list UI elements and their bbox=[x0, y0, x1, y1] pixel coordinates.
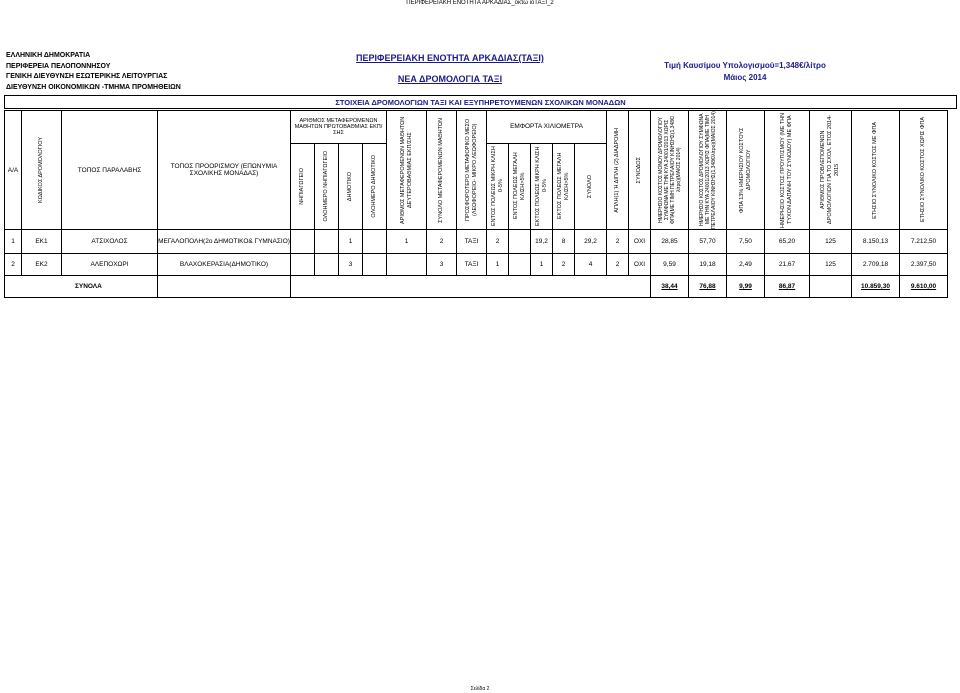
total-cost-vat: 86,87 bbox=[765, 276, 810, 298]
header-kindergarten: ΝΗΠΙΑΓΩΓΕΙΟ bbox=[291, 143, 315, 229]
header-daily-cost-vat: ΗΜΕΡΗΣΙΟ ΚΟΣΤΟΣ ΠΡΟΥΠ/ΣΜΟΥ (ΜΕ ΤΗΝ ΤΥΧΟΝ ΔΑΠΑΝΗ ΤΟΥ ΣΥΝΟΔΟΥ) ΜΕ ΦΠΑ bbox=[765, 111, 810, 230]
header-annual-novat: ΕΤΗΣΙΟ ΣΥΝΟΛΙΚΟ ΚΟΣΤΟΣ ΧΩΡΙΣ ΦΠΑ bbox=[900, 111, 948, 230]
fuel-price-date: Μάιος 2014 bbox=[723, 73, 767, 82]
header-daily-cost-route: ΗΜΕΡΗΣΙΟ ΚΟΣΤΟΣ ΔΡΟΜΟΛΟΓΙΟΥ ΣΥΜΦΩΝΑ ΜΕ ΤΗΝ ΚΥΑ 24001/2013 ΧΩΡΙΣ ΦΠΑ(ΜΕ ΤΙΜΗ ΠΕΤΡΕΛΑΙΟΥ ΚΙΝΗΣΗΣ(1,348€/λίτρο)(ΜΑΙΟΣ 2014) bbox=[689, 111, 727, 230]
header-aa: Α/Α bbox=[5, 111, 22, 230]
cell-single-double: 2 bbox=[607, 254, 629, 276]
header-route-code: ΚΩΔΙΚΟΣ ΔΡΟΜΟΛΟΓΙΟΥ bbox=[22, 111, 62, 230]
header-vat: ΦΠΑ 13% ΗΜΕΡΗΣΙΟΥ ΚΟΣΤΟΥΣ ΔΡΟΜΟΛΟΓΙΟΥ bbox=[727, 111, 765, 230]
total-annual-novat: 9.610,00 bbox=[900, 276, 948, 298]
cell-total: 3 bbox=[427, 254, 457, 276]
document-caption: ΠΕΡΙΦΕΡΕΙΑΚΗ ΕΝΟΤΗΤΑ ΑΡΚΑΔΙΑΣ_οκτω ιοΤΑΞΙ_2 bbox=[406, 0, 554, 6]
header-vehicle: ΠΡΟΣΦΟΡΟΤΕΡΟ ΜΕΤΑΦΟΡΙΚΟ ΜΕΣΟ (ΛΕΩΦΟΡΕΙΟ- ΜΙΚΡΟ ΛΕΩΦΟΡΕΙΟ) bbox=[457, 111, 487, 230]
header-primary-group: ΑΡΙΘΜΟΣ ΜΕΤΑΦΕΡΟΜΕΝΩΝ ΜΑΘΗΤΩΝ ΠΡΩΤΟΒΑΘΜΙΑΣ ΕΚΠ/ΣΗΣ bbox=[291, 111, 387, 144]
table-title: ΣΤΟΙΧΕΙΑ ΔΡΟΜΟΛΟΓΙΩΝ ΤΑΞΙ ΚΑΙ ΕΞΥΠΗΡΕΤΟΥΜΕΝΩΝ ΣΧΟΛΙΚΩΝ ΜΟΝΑΔΩΝ bbox=[4, 95, 957, 109]
header-km1: ΕΝΤΟΣ ΠΟΛΕΩΣ ΜΙΚΡΗ ΚΛΙΣΗ 0-5% bbox=[487, 143, 509, 229]
cell-secondary: 1 bbox=[387, 230, 427, 254]
header-primary: ΔΗΜΟΤΙΚΟ bbox=[339, 143, 363, 229]
issuer-line: ΕΛΛΗΝΙΚΗ ΔΗΜΟΚΡΑΤΙΑ bbox=[6, 52, 91, 59]
cell-pickup: ΑΤΣΙΧΟΛΟΣ bbox=[62, 230, 158, 254]
total-cost-single: 38,44 bbox=[651, 276, 689, 298]
header-total-students: ΣΥΝΟΛΟ ΜΕΤΑΦΕΡΟΜΕΝΩΝ ΜΑΘΗΤΩΝ bbox=[427, 111, 457, 230]
cell-cost-vat: 21,67 bbox=[765, 254, 810, 276]
cell-days: 125 bbox=[810, 254, 852, 276]
table-row bbox=[5, 230, 948, 254]
header-km-group: ΕΜΦΟΡΤΑ ΧΙΛΙΟΜΕΤΡΑ bbox=[487, 111, 607, 144]
cell-escort: ΟΧΙ bbox=[629, 230, 651, 254]
cell-vat: 7,50 bbox=[727, 230, 765, 254]
cell-cost-route: 57,70 bbox=[689, 230, 727, 254]
total-cost-route: 76,88 bbox=[689, 276, 727, 298]
cell-annual-novat: 7.212,50 bbox=[900, 230, 948, 254]
fuel-price: Τιμή Καυσίμου Υπολογισμού=1,348€/λίτρο bbox=[664, 61, 826, 70]
totals-row bbox=[5, 276, 948, 298]
header-km2: ΕΝΤΟΣ ΠΟΛΕΩΣ ΜΕΓΑΛΗ ΚΛΙΣΗ>5% bbox=[509, 143, 531, 229]
cell-kindergarten bbox=[291, 230, 315, 254]
cell-aa: 1 bbox=[5, 230, 22, 254]
header-pickup: ΤΟΠΟΣ ΠΑΡΑΛΑΒΗΣ bbox=[62, 111, 158, 230]
cell-code: ΕΚ2 bbox=[22, 254, 62, 276]
cell-primary: 3 bbox=[339, 254, 363, 276]
cell-km-total: 4 bbox=[575, 254, 607, 276]
routes-table bbox=[4, 110, 948, 298]
heading-subject: ΝΕΑ ΔΡΟΜΟΛΟΓΙΑ ΤΑΞΙ bbox=[397, 74, 503, 84]
cell-allday-kindergarten bbox=[315, 254, 339, 276]
page-number: Σελίδα 2 bbox=[470, 686, 490, 692]
heading-unit: ΠΕΡΙΦΕΡΕΙΑΚΗ ΕΝΟΤΗΤΑ ΑΡΚΑΔΙΑΣ(ΤΑΞΙ) bbox=[356, 53, 544, 63]
issuer-line: ΠΕΡΙΦΕΡΕΙΑ ΠΕΛΟΠΟΝΝΗΣΟΥ bbox=[6, 62, 111, 70]
totals-empty bbox=[158, 276, 291, 298]
cell-allday-primary bbox=[363, 230, 387, 254]
cell-escort: ΟΧΙ bbox=[629, 254, 651, 276]
totals-empty bbox=[810, 276, 852, 298]
cell-code: ΕΚ1 bbox=[22, 230, 62, 254]
cell-single-double: 2 bbox=[607, 230, 629, 254]
total-annual-vat: 10.859,30 bbox=[852, 276, 900, 298]
cell-days: 125 bbox=[810, 230, 852, 254]
cell-cost-single: 9,59 bbox=[651, 254, 689, 276]
cell-allday-kindergarten bbox=[315, 230, 339, 254]
totals-label: ΣΥΝΟΛΑ bbox=[5, 276, 158, 298]
cell-vehicle: ΤΑΞΙ bbox=[457, 230, 487, 254]
document-heading bbox=[330, 53, 570, 84]
cell-km4: 8 bbox=[553, 230, 575, 254]
cell-cost-single: 28,85 bbox=[651, 230, 689, 254]
cell-cost-vat: 65,20 bbox=[765, 230, 810, 254]
cell-destination: ΒΛΑΧΟΚΕΡΑΣΙΑ(ΔΗΜΟΤΙΚΟ) bbox=[158, 254, 291, 276]
cell-vehicle: ΤΑΞΙ bbox=[457, 254, 487, 276]
cell-annual-vat: 2.709,18 bbox=[852, 254, 900, 276]
cell-vat: 2,49 bbox=[727, 254, 765, 276]
cell-allday-primary bbox=[363, 254, 387, 276]
header-allday-kindergarten: ΟΛΟΗΜΕΡΟ ΝΗΠΙΑΓΩΓΕΙΟ bbox=[315, 143, 339, 229]
cell-km4: 2 bbox=[553, 254, 575, 276]
cell-pickup: ΑΛΕΠΟΧΩΡΙ bbox=[62, 254, 158, 276]
total-vat: 9,99 bbox=[727, 276, 765, 298]
issuer-block bbox=[6, 51, 181, 93]
header-km-total: ΣΥΝΟΛΟ bbox=[575, 143, 607, 229]
cell-km-total: 29,2 bbox=[575, 230, 607, 254]
header-single-double: ΑΠΛΗ(1) Ή ΔΙΠΛΗ (2) ΔΙΑΔΡΟΜΗ bbox=[607, 111, 629, 230]
cell-primary: 1 bbox=[339, 230, 363, 254]
header-destination: ΤΟΠΟΣ ΠΡΟΟΡΙΣΜΟΥ (ΕΠΩΝΥΜΙΑ ΣΧΟΛΙΚΗΣ ΜΟΝΑΔΑΣ) bbox=[158, 111, 291, 230]
header-allday-primary: ΟΛΟΗΜΕΡΟ ΔΗΜΟΤΙΚΟ bbox=[363, 143, 387, 229]
issuer-line: ΔΙΕΥΘΥΝΣΗ ΟΙΚΟΝΟΜΙΚΩΝ -ΤΜΗΜΑ ΠΡΟΜΗΘΕΙΩΝ bbox=[6, 83, 181, 91]
cell-aa: 2 bbox=[5, 254, 22, 276]
header-escort: ΣΥΝΟΔΟΣ bbox=[629, 111, 651, 230]
cell-km2 bbox=[509, 254, 531, 276]
cell-secondary bbox=[387, 254, 427, 276]
cell-kindergarten bbox=[291, 254, 315, 276]
cell-cost-route: 19,18 bbox=[689, 254, 727, 276]
table-row bbox=[5, 254, 948, 276]
fuel-price-note bbox=[650, 60, 840, 84]
cell-km1: 2 bbox=[487, 230, 509, 254]
header-secondary: ΑΡΙΘΜΟΣ ΜΕΤΑΦΕΡΟΜΕΝΩΝ ΜΑΘΗΤΩΝ ΔΕΥΤΕΡΟΒΑΘΜΙΑΣ ΕΚΠ/ΣΗΣ bbox=[387, 111, 427, 230]
cell-km3: 1 bbox=[531, 254, 553, 276]
header-daily-cost-single: ΗΜΕΡΗΣΙΟ ΚΟΣΤΟΣ ΜΟΝΟΥ ΔΡΟΜΟΛΟΓΙΟΥ ΣΥΜΦΩΝΑ ΜΕ ΤΗΝ ΚΥΑ 24001/2013 ΧΩΡΙΣ ΦΠΑ(ΜΕ ΤΙΜΗ ΠΕΤΡΕΛΑΙΟΥ ΚΙΝΗΣΗΣ(1,348€/λίτρο)(ΜΑΙΟΣ 2014) bbox=[651, 111, 689, 230]
cell-km3: 19,2 bbox=[531, 230, 553, 254]
cell-km2 bbox=[509, 230, 531, 254]
cell-destination: ΜΕΓΑΛΟΠΟΛΗ(2ο ΔΗΜΟΤΙΚΟ& ΓΥΜΝΑΣΙΟ) bbox=[158, 230, 291, 254]
cell-total: 2 bbox=[427, 230, 457, 254]
header-km3: ΕΚΤΟΣ ΠΟΛΕΩΣ ΜΙΚΡΗ ΚΛΙΣΗ 0-5% bbox=[531, 143, 553, 229]
issuer-line: ΓΕΝΙΚΗ ΔΙΕΥΘΥΝΣΗ ΕΣΩΤΕΡΙΚΗΣ ΛΕΙΤΟΥΡΓΙΑΣ bbox=[6, 73, 168, 80]
cell-km1: 1 bbox=[487, 254, 509, 276]
cell-annual-vat: 8.150,13 bbox=[852, 230, 900, 254]
header-annual-vat: ΕΤΗΣΙΟ ΣΥΝΟΛΙΚΟ ΚΟΣΤΟΣ ΜΕ ΦΠΑ bbox=[852, 111, 900, 230]
cell-annual-novat: 2.397,50 bbox=[900, 254, 948, 276]
header-km4: ΕΚΤΟΣ ΠΟΛΕΩΣ ΜΕΓΑΛΗ ΚΛΙΣΗ>5% bbox=[553, 143, 575, 229]
header-days: ΑΡΙΘΜΟΣ ΠΡΟΒΛΕΠΟΜΕΝΩΝ ΔΡΟΜΟΛΟΓΙΩΝ ΓΙΑ ΤΟ ΣΧΟΛ. ΕΤΟΣ 2014-2015 bbox=[810, 111, 852, 230]
totals-empty bbox=[291, 276, 651, 298]
